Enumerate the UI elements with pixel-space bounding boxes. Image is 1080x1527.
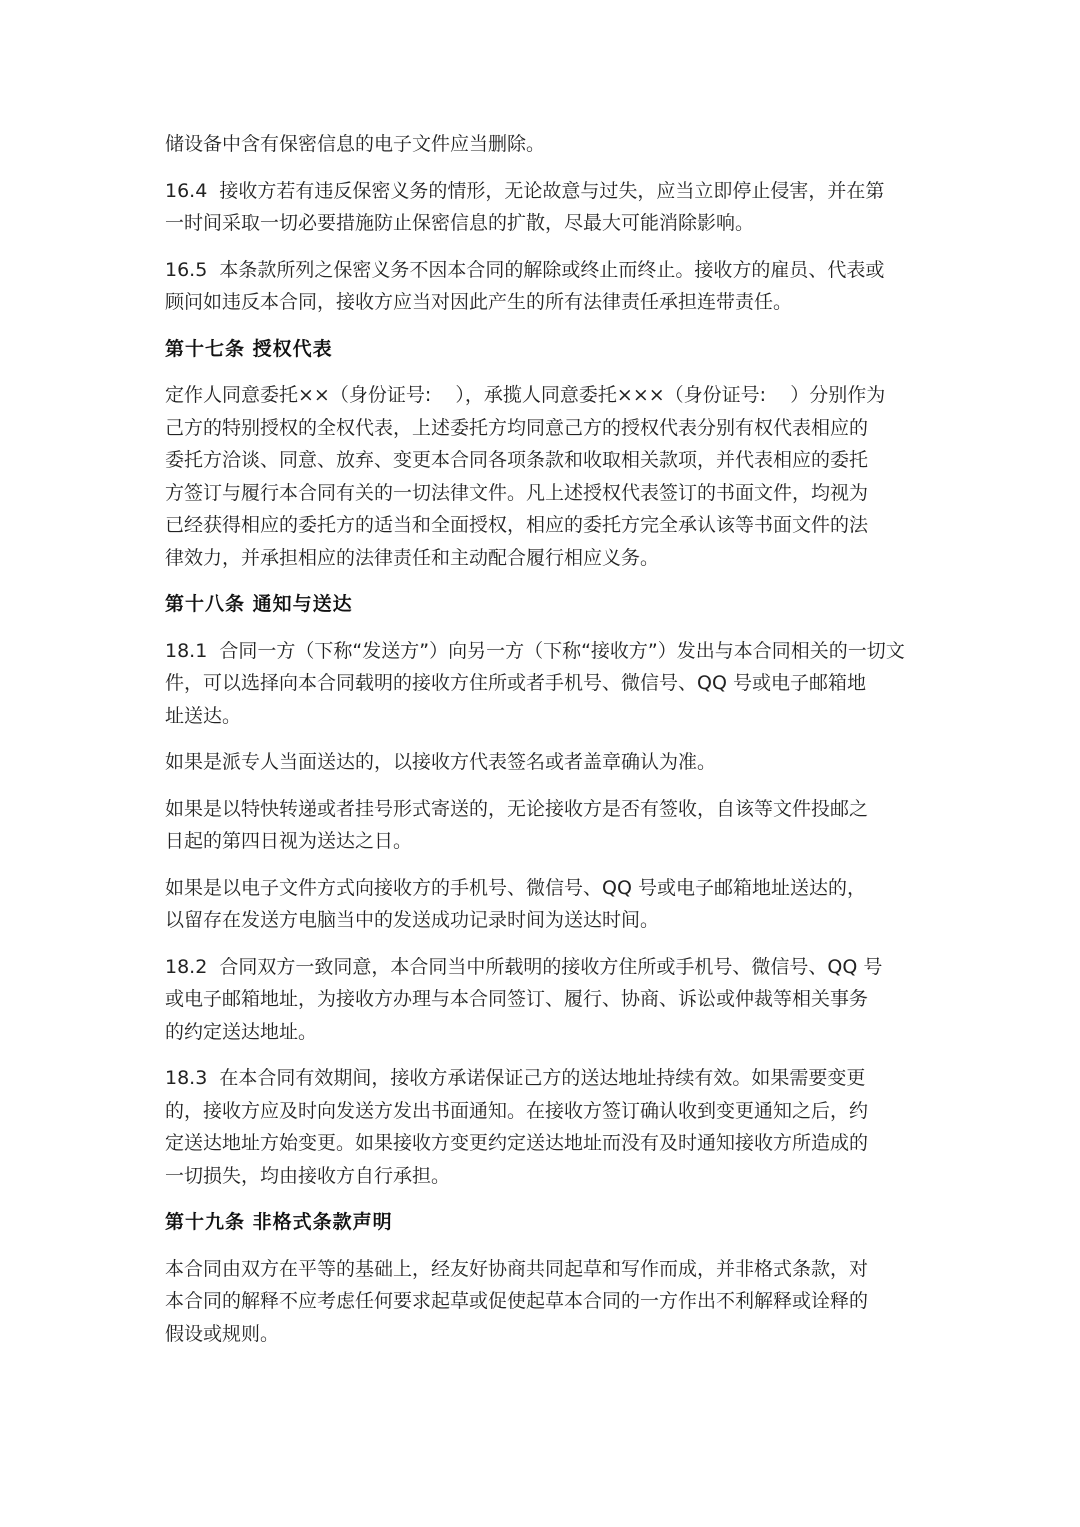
paragraph-line: 储设备中含有保密信息的电子文件应当删除。	[165, 133, 546, 155]
paragraph-line: 的，接收方应及时向发送方发出书面通知。在接收方签订确认收到变更通知之后，约	[165, 1099, 869, 1122]
paragraph-line: 日起的第四日视为送达之日。	[165, 830, 413, 852]
paragraph-line: 定作人同意委托××（身份证号: ），承揽人同意委托×××（身份证号: ）分别作为	[165, 384, 886, 406]
paragraph-line: 假设或规则。	[165, 1322, 280, 1345]
paragraph-line: 己方的特别授权的全权代表，上述委托方均同意己方的授权代表分别有权代表相应的	[165, 416, 869, 439]
paragraph-line: 如果是以电子文件方式向接收方的手机号、微信号、QQ 号或电子邮箱地址送达的，	[165, 876, 866, 899]
paragraph	[165, 746, 920, 779]
paragraph-line: 本合同由双方在平等的基础上，经友好协商共同起草和写作而成，并非格式条款，对	[165, 1257, 869, 1280]
paragraph	[165, 1062, 920, 1192]
paragraph-line: 一时间采取一切必要措施防止保密信息的扩散，尽最大可能消除影响。	[165, 212, 755, 234]
paragraph-line: 定送达地址方始变更。如果接收方变更约定送达地址而没有及时通知接收方所造成的	[165, 1132, 869, 1154]
paragraph-line: 18.1 合同一方（下称“发送方”）向另一方（下称“接收方”）发出与本合同相关的一切文	[165, 639, 905, 662]
paragraph	[165, 872, 920, 937]
paragraph-line: 或电子邮箱地址，为接收方办理与本合同签订、履行、协商、诉讼或仲裁等相关事务	[165, 988, 869, 1010]
paragraph	[165, 128, 920, 161]
paragraph-line: 以留存在发送方电脑当中的发送成功记录时间为送达时间。	[165, 909, 660, 931]
paragraph-line: 律效力，并承担相应的法律责任和主动配合履行相应义务。	[165, 546, 660, 569]
paragraph-line: 如果是以特快转递或者挂号形式寄送的，无论接收方是否有签收，自该等文件投邮之	[165, 797, 869, 820]
paragraph	[165, 175, 920, 240]
paragraph	[165, 379, 920, 574]
paragraph-line: 18.3 在本合同有效期间，接收方承诺保证己方的送达地址持续有效。如果需要变更	[165, 1067, 866, 1089]
paragraph	[165, 951, 920, 1049]
paragraph-line: 如果是派专人当面送达的，以接收方代表签名或者盖章确认为准。	[165, 751, 717, 773]
paragraph-line: 址送达。	[165, 704, 242, 727]
paragraph-line: 16.4 接收方若有违反保密义务的情形，无论故意与过失，应当立即停止侵害，并在第	[165, 179, 885, 202]
paragraph-line: 的约定送达地址。	[165, 1020, 318, 1043]
paragraph-line: 已经获得相应的委托方的适当和全面授权，相应的委托方完全承认该等书面文件的法	[165, 514, 869, 536]
paragraph-line: 方签订与履行本合同有关的一切法律文件。凡上述授权代表签订的书面文件，均视为	[165, 481, 869, 504]
section-heading: 第十九条 非格式条款声明	[165, 1211, 393, 1233]
paragraph-line: 16.5 本条款所列之保密义务不因本合同的解除或终止而终止。接收方的雇员、代表或	[165, 258, 885, 281]
paragraph	[165, 635, 920, 733]
paragraph-line: 顾问如违反本合同，接收方应当对因此产生的所有法律责任承担连带责任。	[165, 291, 793, 313]
paragraph	[165, 793, 920, 858]
section-heading: 第十八条 通知与送达	[165, 593, 353, 615]
document-page	[165, 128, 920, 1364]
paragraph-line: 一切损失，均由接收方自行承担。	[165, 1164, 451, 1187]
paragraph-line: 本合同的解释不应考虑任何要求起草或促使起草本合同的一方作出不利解释或诠释的	[165, 1290, 869, 1312]
paragraph-line: 18.2 合同双方一致同意，本合同当中所载明的接收方住所或手机号、微信号、QQ 号	[165, 955, 883, 978]
section-heading: 第十七条 授权代表	[165, 337, 333, 360]
paragraph-line: 件，可以选择向本合同载明的接收方住所或者手机号、微信号、QQ 号或电子邮箱地	[165, 672, 866, 694]
paragraph	[165, 254, 920, 319]
paragraph	[165, 1253, 920, 1351]
paragraph-line: 委托方洽谈、同意、放弃、变更本合同各项条款和收取相关款项，并代表相应的委托	[165, 449, 869, 471]
